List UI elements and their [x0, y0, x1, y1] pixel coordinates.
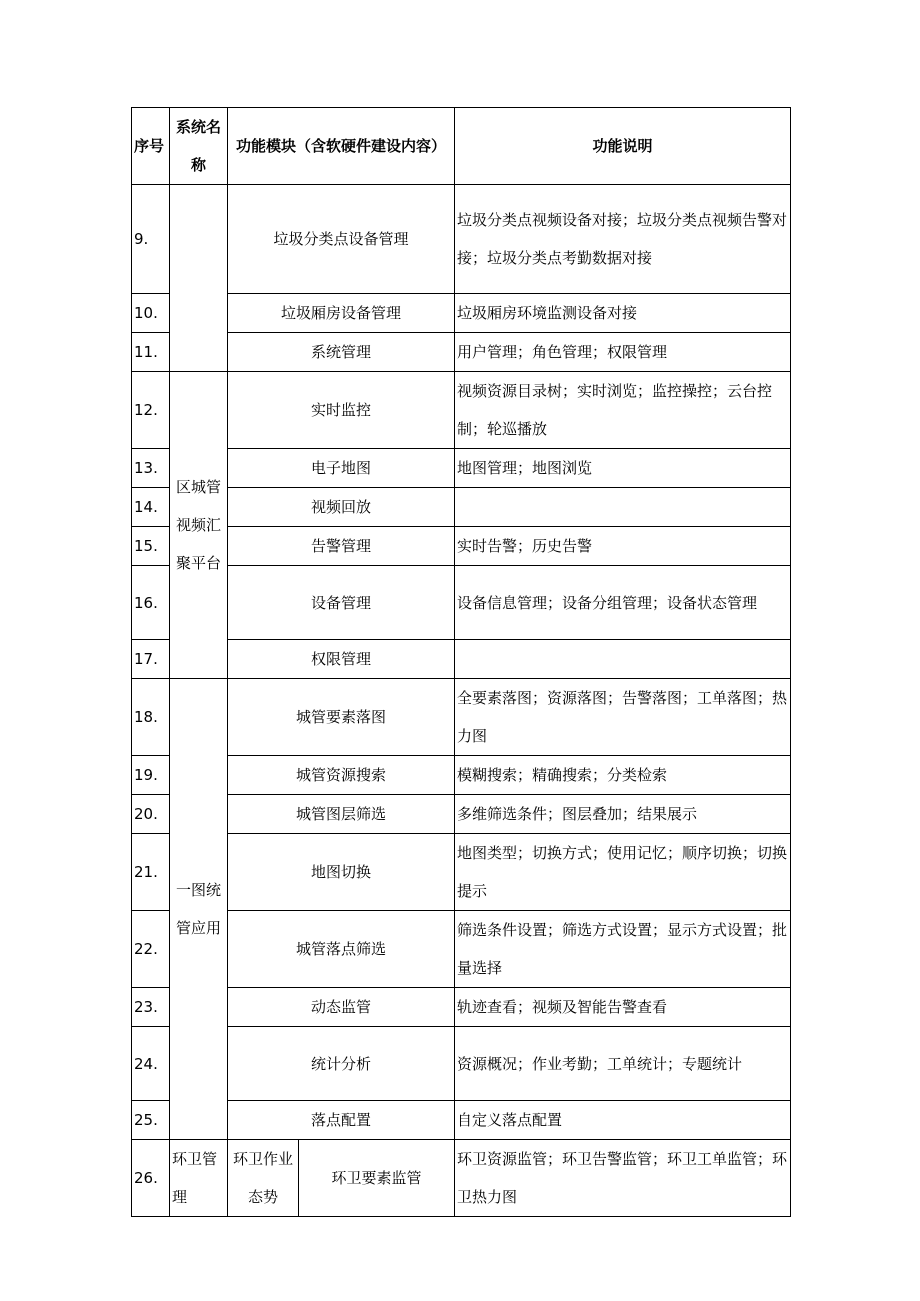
row-desc: 多维筛选条件；图层叠加；结果展示	[455, 795, 791, 834]
table-row	[132, 333, 791, 372]
group-cell-blank	[170, 185, 228, 372]
row-no: 20.	[132, 795, 170, 834]
row-desc: 用户管理；角色管理；权限管理	[455, 333, 791, 372]
table-row	[132, 640, 791, 679]
group-map-app: 一图统管应用	[170, 679, 228, 1140]
row-no: 26.	[132, 1140, 170, 1217]
row-no: 16.	[132, 566, 170, 640]
row-module: 权限管理	[228, 640, 455, 679]
table-row	[132, 834, 791, 911]
table-row	[132, 1101, 791, 1140]
row-desc	[455, 488, 791, 527]
row-no: 18.	[132, 679, 170, 756]
table-row	[132, 1027, 791, 1101]
table-header-row	[132, 108, 791, 185]
row-no: 24.	[132, 1027, 170, 1101]
group-sanitation: 环卫管理	[170, 1140, 228, 1217]
row-module: 电子地图	[228, 449, 455, 488]
row-desc: 筛选条件设置；筛选方式设置；显示方式设置；批量选择	[455, 911, 791, 988]
row-desc: 轨迹查看；视频及智能告警查看	[455, 988, 791, 1027]
table-row	[132, 372, 791, 449]
row-desc: 模糊搜索；精确搜索；分类检索	[455, 756, 791, 795]
row-module: 垃圾分类点设备管理	[228, 185, 455, 294]
row-module: 视频回放	[228, 488, 455, 527]
table-row	[132, 185, 791, 294]
table-row	[132, 795, 791, 834]
row-desc: 垃圾厢房环境监测设备对接	[455, 294, 791, 333]
row-module: 动态监管	[228, 988, 455, 1027]
row-no: 11.	[132, 333, 170, 372]
row-module: 系统管理	[228, 333, 455, 372]
table-row	[132, 527, 791, 566]
row-module: 设备管理	[228, 566, 455, 640]
row-module: 告警管理	[228, 527, 455, 566]
row-module: 垃圾厢房设备管理	[228, 294, 455, 333]
table-row	[132, 679, 791, 756]
table-row	[132, 488, 791, 527]
row-no: 19.	[132, 756, 170, 795]
row-no: 13.	[132, 449, 170, 488]
table-row	[132, 1140, 791, 1217]
row-no: 21.	[132, 834, 170, 911]
table-row	[132, 566, 791, 640]
row-no: 14.	[132, 488, 170, 527]
row-desc: 全要素落图；资源落图；告警落图；工单落图；热力图	[455, 679, 791, 756]
row-module: 地图切换	[228, 834, 455, 911]
subgroup-sanitation-ops: 环卫作业态势	[228, 1140, 299, 1217]
row-desc: 垃圾分类点视频设备对接；垃圾分类点视频告警对接；垃圾分类点考勤数据对接	[455, 185, 791, 294]
row-module: 落点配置	[228, 1101, 455, 1140]
row-no: 25.	[132, 1101, 170, 1140]
row-desc: 设备信息管理；设备分组管理；设备状态管理	[455, 566, 791, 640]
row-desc: 视频资源目录树；实时浏览；监控操控；云台控制；轮巡播放	[455, 372, 791, 449]
row-no: 10.	[132, 294, 170, 333]
row-no: 22.	[132, 911, 170, 988]
table-row	[132, 449, 791, 488]
row-desc: 地图类型；切换方式；使用记忆；顺序切换；切换提示	[455, 834, 791, 911]
function-table	[131, 107, 791, 1217]
table-row	[132, 294, 791, 333]
row-module: 城管资源搜索	[228, 756, 455, 795]
group-video-platform: 区城管视频汇聚平台	[170, 372, 228, 679]
row-desc: 实时告警；历史告警	[455, 527, 791, 566]
row-desc	[455, 640, 791, 679]
header-desc: 功能说明	[455, 108, 791, 185]
row-module: 城管落点筛选	[228, 911, 455, 988]
row-module: 环卫要素监管	[299, 1140, 455, 1217]
row-no: 17.	[132, 640, 170, 679]
row-desc: 地图管理；地图浏览	[455, 449, 791, 488]
row-desc: 环卫资源监管；环卫告警监管；环卫工单监管；环卫热力图	[455, 1140, 791, 1217]
row-module: 城管图层筛选	[228, 795, 455, 834]
row-no: 12.	[132, 372, 170, 449]
header-no: 序号	[132, 108, 170, 185]
table-row	[132, 911, 791, 988]
row-desc: 资源概况；作业考勤；工单统计；专题统计	[455, 1027, 791, 1101]
table-row	[132, 988, 791, 1027]
table-row	[132, 756, 791, 795]
header-module: 功能模块（含软硬件建设内容）	[228, 108, 455, 185]
row-no: 9.	[132, 185, 170, 294]
row-no: 23.	[132, 988, 170, 1027]
row-module: 城管要素落图	[228, 679, 455, 756]
row-desc: 自定义落点配置	[455, 1101, 791, 1140]
row-module: 实时监控	[228, 372, 455, 449]
header-system: 系统名称	[170, 108, 228, 185]
row-no: 15.	[132, 527, 170, 566]
row-module: 统计分析	[228, 1027, 455, 1101]
